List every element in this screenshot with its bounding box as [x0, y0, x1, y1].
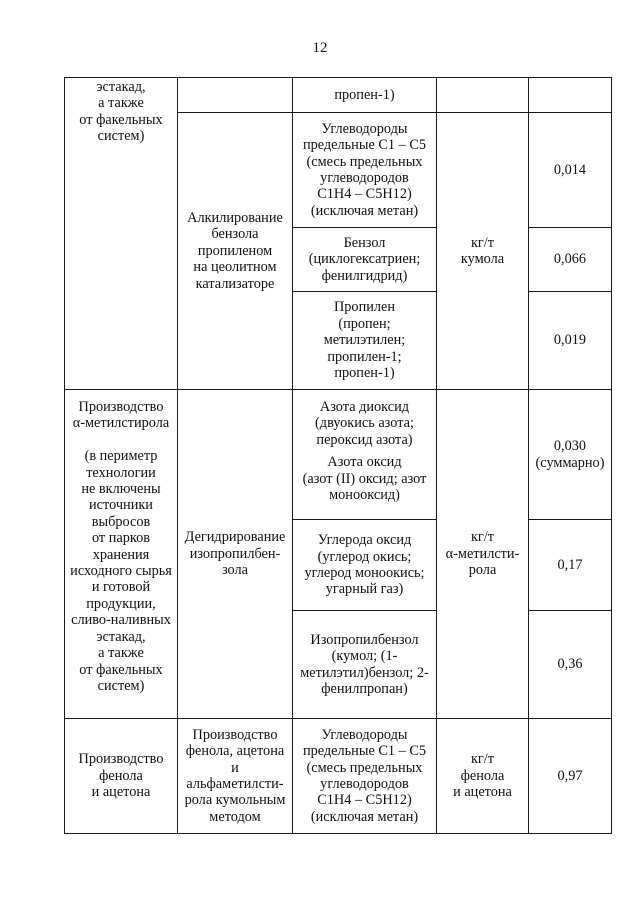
table-cell-substance	[293, 292, 436, 389]
cell-text: кг/т фенола и ацетона	[453, 751, 512, 801]
cell-text: 0,019	[553, 332, 587, 349]
cell-text: Дегидрирование изопропилбен- зола	[184, 529, 286, 579]
cell-text: кг/т кумола	[460, 234, 505, 267]
cell-text: Производство фенола и ацетона	[78, 751, 164, 801]
table-cell-substance	[293, 719, 436, 833]
emissions-table	[64, 77, 612, 834]
cell-text: Углерода оксид (углерод окись; углерод моноокись; угарный газ)	[304, 532, 425, 598]
cell-text: Пропилен (пропен; метилэтилен; пропилен-1; пропен-1)	[323, 299, 406, 382]
cell-text: 0,014	[553, 161, 587, 178]
table-cell-value	[529, 719, 611, 833]
table-cell-value	[529, 292, 611, 389]
cell-text: 0,36	[557, 656, 583, 673]
table-cell-source	[65, 719, 177, 833]
cell-text: 0,066	[553, 251, 587, 268]
table-cell-value	[529, 228, 611, 291]
cell-text: Производство α-метилстирола (в периметр технологии не включены источники выбросов от парков хранения исходного сырья и готовой продукции, сливо-наливных эстакад, а также от факельных систем)	[70, 399, 172, 694]
table-cell-unit	[437, 719, 528, 833]
cell-text: 0,030 (суммарно)	[535, 438, 605, 471]
cell-text: Бензол (циклогексатриен; фенилгидрид)	[308, 234, 421, 284]
table-cell-value	[529, 390, 611, 519]
cell-text: пропен-1)	[334, 86, 395, 103]
table-cell-process	[178, 113, 292, 389]
cell-text: кг/т α-метилсти- рола	[445, 529, 520, 579]
cell-text: Углеводороды предельные C1 – C5 (смесь предельных углеводородов C1H4 – C5H12) (исключая метан)	[302, 726, 427, 825]
cell-text: Изопропилбензол (кумол; (1- метилэтил)бензол; 2- фенилпропан)	[300, 631, 429, 697]
table-cell-process	[178, 390, 292, 718]
table-cell-substance	[293, 78, 436, 112]
table-cell-unit	[437, 390, 528, 718]
table-cell-process	[178, 719, 292, 833]
table-border-right	[611, 77, 612, 834]
table-cell-source	[65, 78, 177, 389]
table-cell-value	[529, 611, 611, 718]
table-cell-substance	[293, 113, 436, 227]
table-cell-substance	[293, 228, 436, 291]
cell-text: Азота оксид (азот (II) оксид; азот монооксид)	[302, 454, 427, 504]
page-number: 12	[312, 40, 328, 56]
table-cell-value	[529, 520, 611, 610]
table-cell-value	[529, 113, 611, 227]
cell-text: 0,17	[557, 556, 583, 573]
table-cell-unit	[437, 113, 528, 389]
table-border-bottom	[64, 833, 612, 834]
cell-text: Углеводороды предельные C1 – C5 (смесь предельных углеводородов C1H4 – C5H12) (исключая метан)	[302, 120, 427, 219]
cell-text: Алкилирование бензола пропиленом на цеолитном катализаторе	[187, 209, 283, 292]
cell-text: Азота диоксид (двуокись азота; пероксид азота)	[315, 399, 414, 448]
table-cell-substance	[293, 520, 436, 610]
table-cell-source	[65, 399, 177, 717]
table-cell-substance	[293, 399, 436, 519]
cell-text: Производство фенола, ацетона и альфаметилсти- рола кумольным методом	[184, 726, 286, 825]
table-cell-substance	[293, 611, 436, 718]
cell-text: 0,97	[557, 767, 583, 784]
cell-text: эстакад, а также от факельных систем)	[79, 79, 163, 145]
